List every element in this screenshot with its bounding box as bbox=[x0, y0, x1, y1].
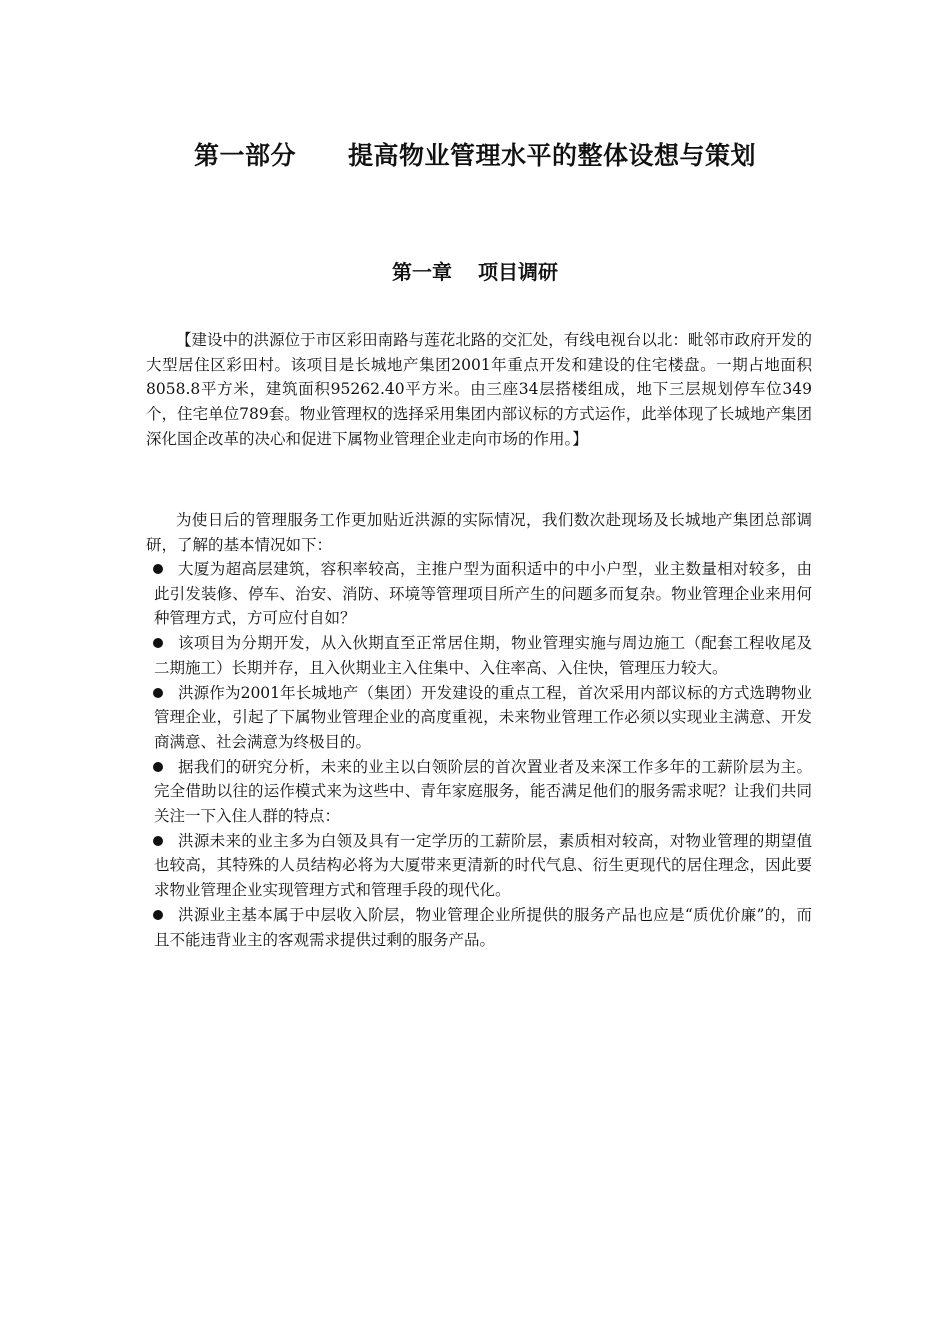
bullet-icon bbox=[153, 762, 163, 772]
list-item-text: 据我们的研究分析，未来的业主以白领阶层的首次置业者及来深工作多年的工薪阶层为主。完全借助以往的运作模式来为这些中、青年家庭服务，能否满足他们的服务需求呢？让我们共同关注一下入住人群的特点： bbox=[154, 757, 812, 826]
list-item-text: 洪源作为2001年长城地产（集团）开发建设的重点工程，首次采用内部议标的方式选聘物业管理企业，引起了下属物业管理企业的高度重视，未来物业管理工作必须以实现业主满意、开发商满意、社会满意为终极目的。 bbox=[154, 683, 812, 751]
list-item bbox=[146, 631, 812, 680]
lead-paragraph: 为使日后的管理服务工作更加贴近洪源的实际情况，我们数次赴现场及长城地产集团总部调研，了解的基本情况如下： bbox=[146, 511, 812, 554]
list-item-text: 洪源未来的业主多为白领及具有一定学历的工薪阶层，素质相对较高，对物业管理的期望值也较高，其特殊的人员结构必将为大厦带来更清新的时代气息、衍生更现代的居住理念，因此要求物业管理企业实现管理方式和管理手段的现代化。 bbox=[154, 831, 812, 900]
part-title: 提高物业管理水平的整体设想与策划 bbox=[348, 141, 757, 170]
intro-paragraph: 【建设中的洪源位于市区彩田南路与莲花北路的交汇处，有线电视台以北：毗邻市政府开发的大型居住区彩田村。该项目是长城地产集团2001年重点开发和建设的住宅楼盘。一期占地面积8058.8平方米，建筑面积95262.40平方米。由三座34层搭楼组成，地下三层规划停车位349个，住宅单位789套。物业管理权的选择采用集团内部议标的方式运作，此举体现了长城地产集团深化国企改革的决心和促进下属物业管理企业走向市场的作用。】 bbox=[146, 331, 812, 448]
part-label: 第一部分 bbox=[193, 141, 296, 170]
findings-list bbox=[146, 557, 812, 952]
chapter-label: 第一章 bbox=[392, 260, 452, 284]
chapter-title: 项目调研 bbox=[478, 260, 558, 284]
part-heading bbox=[0, 136, 950, 172]
list-item-text: 洪源业主基本属于中层收入阶层，物业管理企业所提供的服务产品也应是“质优价廉”的，而且不能违背业主的客观需求提供过剩的服务产品。 bbox=[154, 905, 812, 949]
list-item-text: 大厦为超高层建筑，容积率较高，主推户型为面积适中的中小户型，业主数量相对较多，由此引发装修、停车、治安、消防、环境等管理项目所产生的问题多而复杂。物业管理企业来用何种管理方式，方可应付自如？ bbox=[154, 560, 812, 628]
chapter-heading bbox=[0, 256, 950, 285]
bullet-icon bbox=[153, 688, 163, 698]
bullet-icon bbox=[153, 836, 163, 846]
list-item bbox=[146, 755, 812, 829]
list-item bbox=[146, 681, 812, 755]
bullet-icon bbox=[153, 910, 163, 920]
bullet-icon bbox=[153, 564, 163, 574]
list-item bbox=[146, 829, 812, 903]
list-item bbox=[146, 903, 812, 952]
list-item bbox=[146, 557, 812, 631]
list-item-text: 该项目为分期开发，从入伙期直至正常居住期，物业管理实施与周边施工（配套工程收尾及二期施工）长期并存，且入伙期业主入住集中、入住率高、入住快，管理压力较大。 bbox=[154, 634, 812, 677]
